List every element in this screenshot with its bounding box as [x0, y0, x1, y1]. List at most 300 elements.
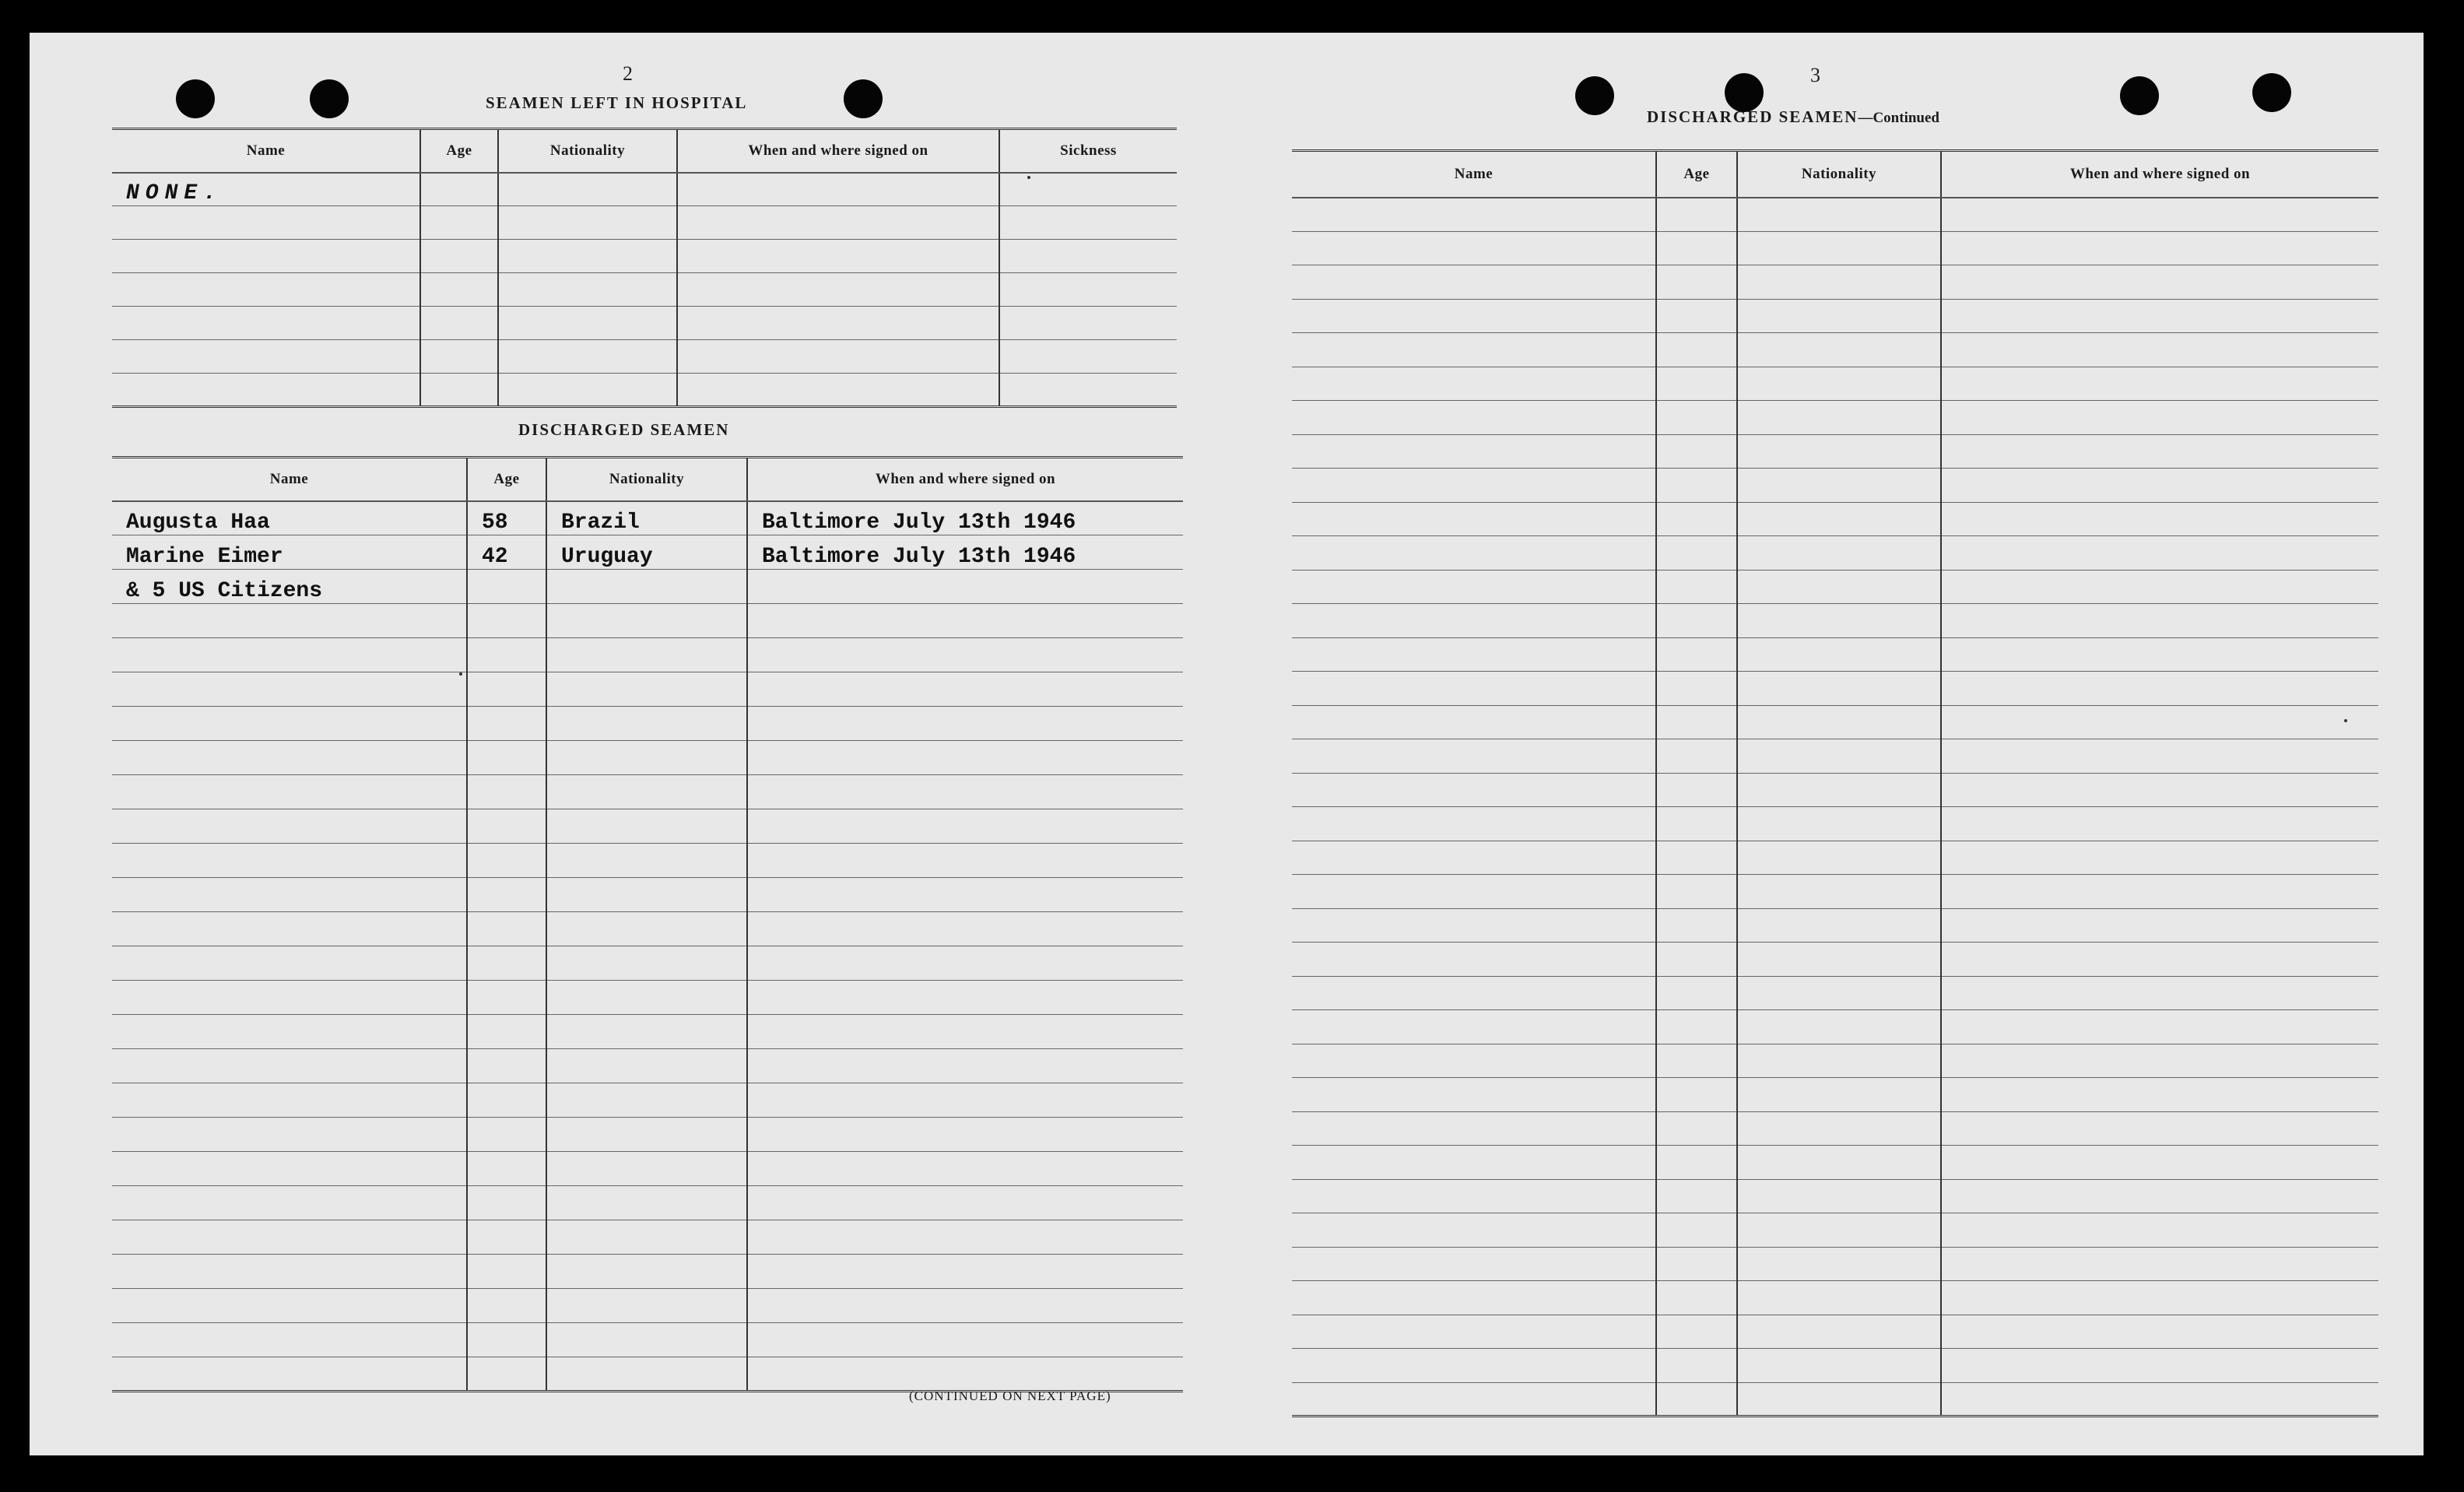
discharged-cell-age [467, 1255, 546, 1289]
discharged-cell-name: Marine Eimer [112, 535, 467, 570]
discharged-cell-nationality [546, 741, 747, 775]
discharged-cell-age [467, 1015, 546, 1049]
table-row [112, 1152, 1183, 1186]
continued-cell-name [1292, 976, 1656, 1010]
continued-cell-name [1292, 1349, 1656, 1383]
discharged-cell-nationality [546, 946, 747, 981]
table-row [112, 1357, 1183, 1392]
discharged-cell-nationality [546, 707, 747, 741]
continued-cell-when-and-where-signed-on [1941, 469, 2378, 503]
table-row [1292, 1078, 2378, 1112]
discharged-cell-name: Augusta Haa [112, 501, 467, 535]
table-row [112, 912, 1183, 946]
continued-cell-nationality [1737, 773, 1941, 807]
continued-cell-nationality [1737, 807, 1941, 841]
hospital-cell-age [420, 173, 498, 206]
table-row [112, 844, 1183, 878]
continued-cell-when-and-where-signed-on [1941, 1315, 2378, 1349]
table-row [112, 604, 1183, 638]
discharged-cell-name [112, 1289, 467, 1323]
table-row [112, 1049, 1183, 1083]
table-row [112, 501, 1183, 535]
continued-cell-age [1656, 536, 1737, 570]
continued-cell-age [1656, 299, 1737, 333]
continued-cell-age [1656, 908, 1737, 943]
continued-cell-when-and-where-signed-on [1941, 1010, 2378, 1044]
continued-cell-when-and-where-signed-on [1941, 231, 2378, 265]
discharged-cell-name [112, 1152, 467, 1186]
table-row [1292, 1281, 2378, 1315]
discharged-cell-when-and-where-signed-on [747, 707, 1183, 741]
continued-cell-when-and-where-signed-on [1941, 367, 2378, 401]
punch-hole [2252, 73, 2291, 112]
hospital-cell-sickness [999, 374, 1177, 407]
hospital-cell-sickness [999, 340, 1177, 374]
continued-cell-age [1656, 469, 1737, 503]
discharged-cell-when-and-where-signed-on [747, 672, 1183, 707]
continued-cell-age [1656, 773, 1737, 807]
table-row [1292, 875, 2378, 909]
continued-cell-nationality [1737, 1111, 1941, 1146]
continued-cell-age [1656, 265, 1737, 300]
continued-cell-age [1656, 434, 1737, 469]
continued-cell-nationality [1737, 1078, 1941, 1112]
discharged-cell-nationality [546, 844, 747, 878]
hospital-cell-age [420, 273, 498, 307]
discharged-cell-when-and-where-signed-on [747, 1083, 1183, 1118]
continued-cell-age [1656, 1078, 1737, 1112]
continued-cell-when-and-where-signed-on [1941, 739, 2378, 774]
continued-cell-nationality [1737, 908, 1941, 943]
discharged-cell-when-and-where-signed-on [747, 570, 1183, 604]
continued-cell-age [1656, 1213, 1737, 1248]
discharged-cell-name [112, 1220, 467, 1255]
continued-cell-name [1292, 637, 1656, 672]
continued-cell-when-and-where-signed-on [1941, 265, 2378, 300]
continued-cell-nationality [1737, 841, 1941, 875]
continued-cell-name [1292, 739, 1656, 774]
continued-cell-when-and-where-signed-on [1941, 705, 2378, 739]
discharged-cell-name [112, 844, 467, 878]
table-row [1292, 570, 2378, 604]
continued-cell-name [1292, 1078, 1656, 1112]
continued-cell-nationality [1737, 1247, 1941, 1281]
continued-cell-age [1656, 367, 1737, 401]
table-row [112, 638, 1183, 672]
discharged-cell-age: 42 [467, 535, 546, 570]
discharged-cell-age [467, 1152, 546, 1186]
discharged-cell-name [112, 946, 467, 981]
discharged-cell-age [467, 912, 546, 946]
discharged-cell-age [467, 775, 546, 809]
continued-cell-nationality [1737, 1146, 1941, 1180]
table-row [112, 672, 1183, 707]
continued-cell-name [1292, 265, 1656, 300]
scan-speck [1027, 176, 1030, 179]
continued-header-age: Age [1656, 151, 1737, 198]
continued-cell-name [1292, 1179, 1656, 1213]
hospital-cell-age [420, 206, 498, 240]
hospital-cell-when-and-where-signed-on [677, 206, 999, 240]
continued-section-title [1647, 107, 1939, 127]
continued-cell-name [1292, 434, 1656, 469]
discharged-cell-nationality [546, 1323, 747, 1357]
hospital-cell-name [112, 273, 420, 307]
continued-cell-nationality [1737, 198, 1941, 232]
discharged-cell-age [467, 741, 546, 775]
hospital-header-sickness: Sickness [999, 129, 1177, 173]
continued-cell-name [1292, 1382, 1656, 1417]
table-row [1292, 299, 2378, 333]
continued-cell-name [1292, 299, 1656, 333]
continued-cell-nationality [1737, 875, 1941, 909]
hospital-cell-sickness [999, 206, 1177, 240]
discharged-cell-age [467, 638, 546, 672]
continued-cell-nationality [1737, 1315, 1941, 1349]
discharged-cell-age [467, 1323, 546, 1357]
discharged-header-age: Age [467, 458, 546, 501]
hospital-cell-when-and-where-signed-on [677, 307, 999, 340]
table-row [112, 273, 1177, 307]
discharged-cell-nationality [546, 775, 747, 809]
continued-header-when-and-where-signed-on: When and where signed on [1941, 151, 2378, 198]
table-row [112, 741, 1183, 775]
continued-cell-nationality [1737, 604, 1941, 638]
table-row [1292, 1146, 2378, 1180]
continued-cell-when-and-where-signed-on [1941, 299, 2378, 333]
punch-hole [176, 79, 215, 118]
hospital-cell-sickness [999, 273, 1177, 307]
continued-cell-when-and-where-signed-on [1941, 1213, 2378, 1248]
continued-cell-age [1656, 231, 1737, 265]
table-row [112, 878, 1183, 912]
continued-cell-name [1292, 1010, 1656, 1044]
discharged-cell-when-and-where-signed-on [747, 1152, 1183, 1186]
table-row [112, 809, 1183, 844]
table-row [1292, 672, 2378, 706]
discharged-cell-when-and-where-signed-on [747, 878, 1183, 912]
discharged-cell-nationality [546, 1357, 747, 1392]
continued-cell-when-and-where-signed-on [1941, 976, 2378, 1010]
continued-title-text: DISCHARGED SEAMEN [1647, 107, 1859, 126]
continued-cell-nationality [1737, 570, 1941, 604]
continued-cell-age [1656, 1247, 1737, 1281]
continued-cell-when-and-where-signed-on [1941, 434, 2378, 469]
continued-cell-age [1656, 841, 1737, 875]
discharged-cell-when-and-where-signed-on [747, 912, 1183, 946]
continued-cell-nationality [1737, 536, 1941, 570]
hospital-cell-nationality [498, 307, 677, 340]
table-row [112, 1015, 1183, 1049]
continued-cell-age [1656, 570, 1737, 604]
discharged-cell-age [467, 1220, 546, 1255]
hospital-cell-age [420, 240, 498, 273]
discharged-cell-when-and-where-signed-on [747, 1118, 1183, 1152]
table-row [1292, 231, 2378, 265]
discharged-cell-age [467, 809, 546, 844]
continued-cell-name [1292, 773, 1656, 807]
discharged-cell-nationality [546, 638, 747, 672]
continued-cell-when-and-where-signed-on [1941, 943, 2378, 977]
discharged-cell-nationality [546, 1083, 747, 1118]
discharged-cell-name [112, 1083, 467, 1118]
discharged-cell-age [467, 946, 546, 981]
discharged-cell-name [112, 775, 467, 809]
punch-hole [1575, 76, 1614, 115]
continued-cell-when-and-where-signed-on [1941, 1349, 2378, 1383]
continued-cell-nationality [1737, 265, 1941, 300]
discharged-cell-nationality [546, 1015, 747, 1049]
table-row [112, 1323, 1183, 1357]
discharged-cell-nationality [546, 570, 747, 604]
hospital-cell-sickness [999, 240, 1177, 273]
table-row [112, 707, 1183, 741]
hospital-cell-nationality [498, 273, 677, 307]
hospital-cell-sickness [999, 307, 1177, 340]
hospital-cell-name [112, 206, 420, 240]
discharged-cell-age [467, 707, 546, 741]
discharged-cell-nationality [546, 1220, 747, 1255]
continued-cell-name [1292, 469, 1656, 503]
page-number-left: 2 [623, 62, 633, 85]
continued-cell-nationality [1737, 231, 1941, 265]
continued-cell-age [1656, 1179, 1737, 1213]
table-row [1292, 198, 2378, 232]
continued-cell-when-and-where-signed-on [1941, 637, 2378, 672]
continued-cell-name [1292, 1111, 1656, 1146]
hospital-cell-nationality [498, 240, 677, 273]
table-row [112, 775, 1183, 809]
page-number-right: 3 [1810, 64, 1820, 86]
continued-cell-when-and-where-signed-on [1941, 1247, 2378, 1281]
hospital-cell-name [112, 340, 420, 374]
scan-speck [2344, 719, 2347, 722]
discharged-cell-when-and-where-signed-on [747, 844, 1183, 878]
discharged-cell-when-and-where-signed-on [747, 1255, 1183, 1289]
punch-hole [1725, 73, 1764, 112]
table-row [112, 307, 1177, 340]
continued-cell-nationality [1737, 299, 1941, 333]
continued-cell-when-and-where-signed-on [1941, 875, 2378, 909]
hospital-cell-nationality [498, 374, 677, 407]
table-row [1292, 908, 2378, 943]
table-row [1292, 536, 2378, 570]
discharged-cell-when-and-where-signed-on [747, 1049, 1183, 1083]
discharged-cell-when-and-where-signed-on [747, 1289, 1183, 1323]
continued-cell-name [1292, 502, 1656, 536]
continued-cell-name [1292, 536, 1656, 570]
continued-cell-age [1656, 502, 1737, 536]
continued-cell-when-and-where-signed-on [1941, 841, 2378, 875]
continued-cell-nationality [1737, 739, 1941, 774]
discharged-cell-name [112, 707, 467, 741]
hospital-cell-nationality [498, 173, 677, 206]
table-row [112, 1220, 1183, 1255]
continued-cell-when-and-where-signed-on [1941, 1146, 2378, 1180]
discharged-table [112, 456, 1183, 1392]
table-row [1292, 1179, 2378, 1213]
continued-cell-age [1656, 976, 1737, 1010]
discharged-cell-age [467, 1118, 546, 1152]
discharged-cell-age [467, 878, 546, 912]
table-row [1292, 705, 2378, 739]
continued-cell-age [1656, 875, 1737, 909]
continued-cell-name [1292, 705, 1656, 739]
continued-cell-age [1656, 1044, 1737, 1078]
continued-cell-nationality [1737, 333, 1941, 367]
continued-cell-nationality [1737, 976, 1941, 1010]
discharged-cell-when-and-where-signed-on [747, 1015, 1183, 1049]
table-row [112, 981, 1183, 1015]
continued-cell-age [1656, 705, 1737, 739]
table-row [112, 946, 1183, 981]
table-row [1292, 1044, 2378, 1078]
hospital-table [112, 128, 1177, 408]
continued-cell-when-and-where-signed-on [1941, 1382, 2378, 1417]
continued-cell-nationality [1737, 1213, 1941, 1248]
continued-cell-age [1656, 198, 1737, 232]
continued-cell-name [1292, 1146, 1656, 1180]
continued-cell-name [1292, 841, 1656, 875]
continued-cell-nationality [1737, 367, 1941, 401]
discharged-cell-nationality: Brazil [546, 501, 747, 535]
table-row [1292, 333, 2378, 367]
continued-cell-name [1292, 401, 1656, 435]
table-row [112, 1118, 1183, 1152]
discharged-cell-when-and-where-signed-on: Baltimore July 13th 1946 [747, 535, 1183, 570]
hospital-cell-age [420, 340, 498, 374]
table-row [112, 1083, 1183, 1118]
continued-cell-name [1292, 333, 1656, 367]
discharged-cell-when-and-where-signed-on [747, 981, 1183, 1015]
continued-cell-name [1292, 231, 1656, 265]
continued-cell-name [1292, 1315, 1656, 1349]
table-row [1292, 1213, 2378, 1248]
discharged-cell-name [112, 741, 467, 775]
continued-cell-when-and-where-signed-on [1941, 908, 2378, 943]
continued-header-nationality: Nationality [1737, 151, 1941, 198]
discharged-cell-age [467, 604, 546, 638]
table-row [112, 1255, 1183, 1289]
discharged-cell-age [467, 1186, 546, 1220]
table-row [112, 240, 1177, 273]
continued-title-suffix: —Continued [1858, 110, 1939, 126]
discharged-cell-when-and-where-signed-on: Baltimore July 13th 1946 [747, 501, 1183, 535]
table-row [1292, 367, 2378, 401]
continued-cell-when-and-where-signed-on [1941, 1078, 2378, 1112]
discharged-cell-nationality [546, 1255, 747, 1289]
continued-cell-nationality [1737, 469, 1941, 503]
continued-cell-when-and-where-signed-on [1941, 502, 2378, 536]
table-row [112, 374, 1177, 407]
discharged-cell-when-and-where-signed-on [747, 946, 1183, 981]
table-row [1292, 1349, 2378, 1383]
hospital-cell-age [420, 374, 498, 407]
continued-cell-age [1656, 1010, 1737, 1044]
hospital-cell-when-and-where-signed-on [677, 340, 999, 374]
discharged-header-when-and-where-signed-on: When and where signed on [747, 458, 1183, 501]
table-row [112, 340, 1177, 374]
continued-cell-when-and-where-signed-on [1941, 1111, 2378, 1146]
continued-cell-name [1292, 875, 1656, 909]
discharged-cell-when-and-where-signed-on [747, 638, 1183, 672]
discharged-cell-age [467, 844, 546, 878]
continued-cell-name [1292, 570, 1656, 604]
discharged-cell-age [467, 672, 546, 707]
hospital-cell-when-and-where-signed-on [677, 173, 999, 206]
discharged-cell-nationality [546, 809, 747, 844]
continued-cell-name [1292, 367, 1656, 401]
table-row [112, 1186, 1183, 1220]
continued-cell-when-and-where-signed-on [1941, 1044, 2378, 1078]
discharged-cell-when-and-where-signed-on [747, 809, 1183, 844]
discharged-cell-age [467, 1289, 546, 1323]
continued-cell-nationality [1737, 502, 1941, 536]
table-row [112, 570, 1183, 604]
continued-cell-when-and-where-signed-on [1941, 1281, 2378, 1315]
table-row [1292, 739, 2378, 774]
discharged-cell-name [112, 1015, 467, 1049]
hospital-cell-when-and-where-signed-on [677, 240, 999, 273]
discharged-cell-name [112, 912, 467, 946]
continued-cell-name [1292, 943, 1656, 977]
hospital-header-when-and-where-signed-on: When and where signed on [677, 129, 999, 173]
continued-cell-age [1656, 1382, 1737, 1417]
discharged-cell-when-and-where-signed-on [747, 1323, 1183, 1357]
continued-cell-nationality [1737, 1281, 1941, 1315]
discharged-cell-nationality [546, 1118, 747, 1152]
continued-cell-name [1292, 604, 1656, 638]
table-row [1292, 807, 2378, 841]
continued-cell-nationality [1737, 705, 1941, 739]
discharged-cell-age: 58 [467, 501, 546, 535]
continued-cell-nationality [1737, 1179, 1941, 1213]
discharged-cell-nationality [546, 878, 747, 912]
continued-cell-when-and-where-signed-on [1941, 570, 2378, 604]
table-row [1292, 1010, 2378, 1044]
continued-cell-age [1656, 637, 1737, 672]
hospital-cell-nationality [498, 206, 677, 240]
punch-hole [844, 79, 883, 118]
discharged-cell-name: & 5 US Citizens [112, 570, 467, 604]
continued-cell-when-and-where-signed-on [1941, 333, 2378, 367]
discharged-cell-when-and-where-signed-on [747, 1220, 1183, 1255]
hospital-cell-name: NONE. [112, 173, 420, 206]
discharged-cell-nationality [546, 1049, 747, 1083]
hospital-section-title: SEAMEN LEFT IN HOSPITAL [486, 93, 748, 112]
discharged-cell-nationality [546, 912, 747, 946]
continued-cell-age [1656, 1146, 1737, 1180]
continued-cell-when-and-where-signed-on [1941, 604, 2378, 638]
continued-cell-nationality [1737, 1044, 1941, 1078]
discharged-cell-when-and-where-signed-on [747, 1357, 1183, 1392]
continued-cell-nationality [1737, 672, 1941, 706]
hospital-cell-name [112, 374, 420, 407]
continued-cell-nationality [1737, 1010, 1941, 1044]
continued-cell-name [1292, 672, 1656, 706]
continued-footer: (CONTINUED ON NEXT PAGE) [909, 1388, 1111, 1403]
discharged-cell-name [112, 981, 467, 1015]
continued-cell-nationality [1737, 401, 1941, 435]
discharged-cell-nationality: Uruguay [546, 535, 747, 570]
continued-cell-age [1656, 1349, 1737, 1383]
continued-cell-nationality [1737, 434, 1941, 469]
punch-hole [310, 79, 349, 118]
continued-cell-age [1656, 604, 1737, 638]
continued-cell-when-and-where-signed-on [1941, 401, 2378, 435]
discharged-cell-when-and-where-signed-on [747, 1186, 1183, 1220]
table-row [1292, 401, 2378, 435]
